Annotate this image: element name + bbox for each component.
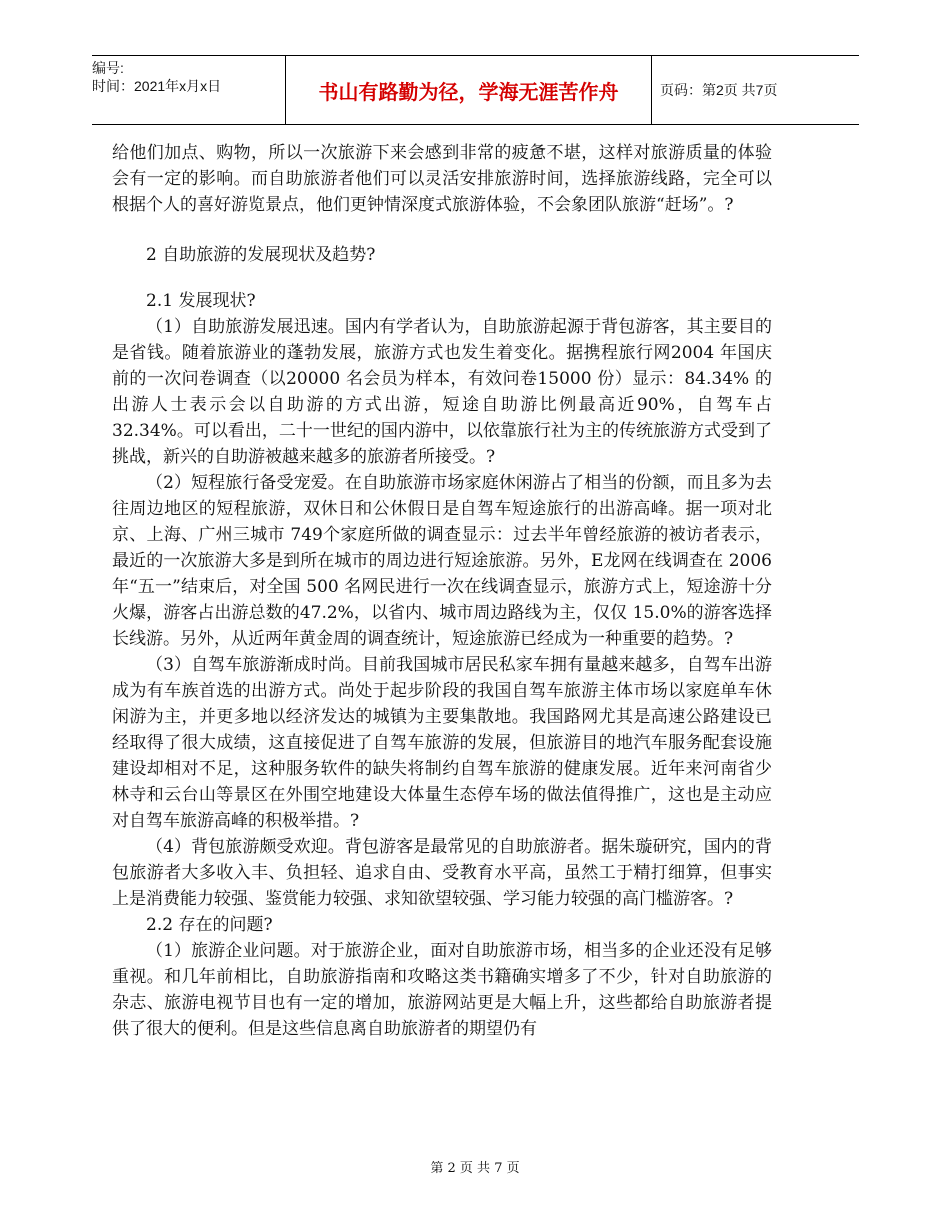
subsection-heading-2-1: 2.1 发展现状? [146,291,256,311]
header-motto: 书山有路勤为径，学海无涯苦作舟 [285,56,652,124]
page-footer: 第 2 页 共 7 页 [430,1161,520,1176]
paragraph-item-2: （2）短程旅行备受宠爱。在自助旅游市场家庭休闲游占了相当的份额，而且多为去往周边地区的短程旅游，双休日和公休假日是自驾车短途旅行的出游高峰。据一项对北京、上海、广州三城市 749个家庭所做的调查显示：过去半年曾经旅游的被访者表示，最近的一次旅游大多是到所在城市的周边进行短途旅游。另外，E龙网在线调查在 2006 年“五一”结束后，对全国 500 名网民进行一次在线调查显示，旅游方式上，短途游十分火爆，游客占出游总数的47.2%，以省内、城市周边路线为主，仅仅 15.0%的游客选择长线游。另外，从近两年黄金周的调查统计，短途旅游已经成为一种重要的趋势。? [112,473,772,649]
subsection-heading-2-2: 2.2 存在的问题? [146,915,273,935]
paragraph-problem-1: （1）旅游企业问题。对于旅游企业，面对自助旅游市场，相当多的企业还没有足够重视。和几年前相比，自助旅游指南和攻略这类书籍确实增多了不少，针对自助旅游的杂志、旅游电视节目也有一定的增加，旅游网站更是大幅上升，这些都给自助旅游者提供了很大的便利。但是这些信息离自助旅游者的期望仍有 [112,941,772,1039]
header-meta [92,56,285,124]
paragraph-item-1: （1）自助旅游发展迅速。国内有学者认为，自助旅游起源于背包游客，其主要目的是省钱。随着旅游业的蓬勃发展，旅游方式也发生着变化。据携程旅行网2004 年国庆前的一次问卷调查（以20000 名会员为样本，有效问卷15000 份）显示：84.34% 的出游人士表示会以自助游的方式出游，短途自助游比例最高近90%，自驾车占32.34%。可以看出，二十一世纪的国内游中，以依靠旅行社为主的传统旅游方式受到了挑战，新兴的自助游被越来越多的旅游者所接受。? [112,317,772,467]
page-header [92,55,859,125]
header-page-info: 页码：第2页 共7页 [660,82,778,98]
paragraph-item-3: （3）自驾车旅游渐成时尚。目前我国城市居民私家车拥有量越来越多，自驾车出游成为有车族首选的出游方式。尚处于起步阶段的我国自驾车旅游主体市场以家庭单车休闲游为主，并更多地以经济发达的城镇为主要集散地。我国路网尤其是高速公路建设已经取得了很大成绩，这直接促进了自驾车旅游的发展，但旅游目的地汽车服务配套设施建设却相对不足，这种服务软件的缺失将制约自驾车旅游的健康发展。近年来河南省少林寺和云台山等景区在外围空地建设大体量生态停车场的做法值得推广，这也是主动应对自驾车旅游高峰的积极举措。? [112,655,772,831]
header-time-label: 时间：2021年x月x日 [92,78,222,94]
section-heading-2: 2 自助旅游的发展现状及趋势? [146,245,376,265]
paragraph-item-4: （4）背包旅游颇受欢迎。背包游客是最常见的自助旅游者。据朱璇研究，国内的背包旅游者大多收入丰、负担轻、追求自由、受教育水平高，虽然工于精打细算，但事实上是消费能力较强、鉴赏能力较强、求知欲望较强、学习能力较强的高门槛游客。? [112,837,772,909]
paragraph-intro: 给他们加点、购物，所以一次旅游下来会感到非常的疲惫不堪，这样对旅游质量的体验会有一定的影响。而自助旅游者他们可以灵活安排旅游时间，选择旅游线路，完全可以根据个人的喜好游览景点，他们更钟情深度式旅游体验，不会象团队旅游“赶场”。? [112,143,772,215]
document-body [112,140,772,1042]
header-number-label: 编号: [92,60,124,76]
